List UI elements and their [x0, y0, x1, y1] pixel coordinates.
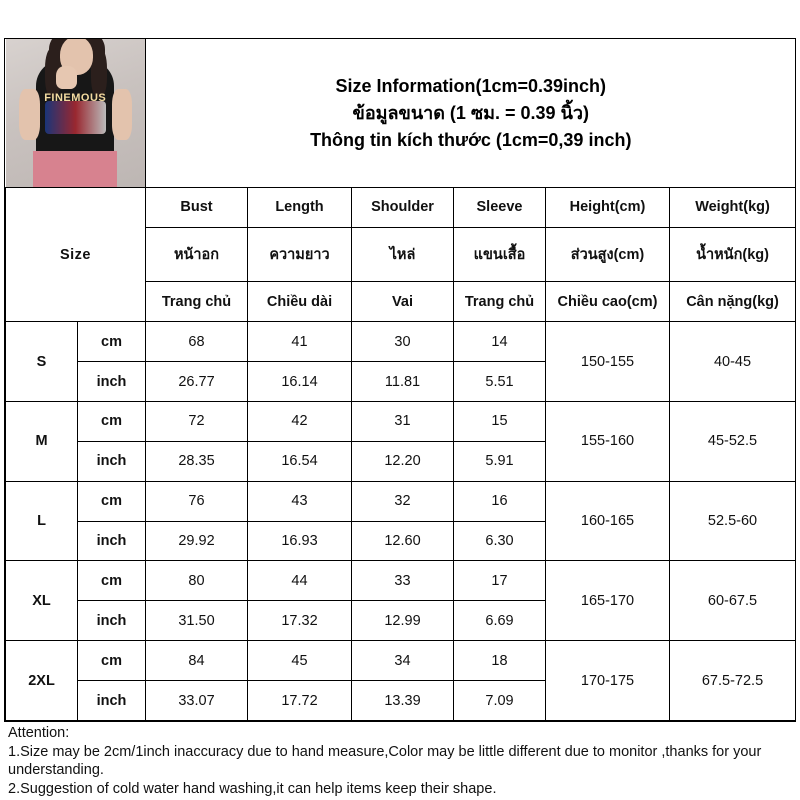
cell-length-inch-m: 16.54 — [248, 441, 352, 481]
cell-bust-cm-l: 76 — [146, 481, 248, 521]
table-row — [6, 561, 796, 601]
cell-shoulder-inch-l: 12.60 — [352, 521, 454, 561]
col-header-shoulder-vi: Vai — [352, 282, 454, 322]
col-header-shoulder-th: ไหล่ — [352, 227, 454, 282]
cell-height-xl: 165-170 — [546, 561, 670, 641]
unit-inch-s: inch — [78, 362, 146, 402]
cell-height-2xl: 170-175 — [546, 641, 670, 721]
column-header-row-en — [6, 188, 796, 228]
attention-section — [4, 722, 796, 798]
unit-inch-m: inch — [78, 441, 146, 481]
col-header-height-en: Height(cm) — [546, 188, 670, 228]
size-column-label: Size — [6, 188, 146, 322]
cell-bust-inch-2xl: 33.07 — [146, 681, 248, 721]
cell-sleeve-inch-m: 5.91 — [454, 441, 546, 481]
cell-bust-inch-s: 26.77 — [146, 362, 248, 402]
cell-shoulder-inch-m: 12.20 — [352, 441, 454, 481]
cell-sleeve-cm-s: 14 — [454, 322, 546, 362]
cell-sleeve-inch-2xl: 7.09 — [454, 681, 546, 721]
cell-weight-s: 40-45 — [670, 322, 796, 402]
col-header-bust-vi: Trang chủ — [146, 282, 248, 322]
cell-shoulder-cm-xl: 33 — [352, 561, 454, 601]
chart-title-vi: Thông tin kích thước (1cm=0,39 inch) — [310, 129, 632, 150]
unit-cm-xl: cm — [78, 561, 146, 601]
cell-shoulder-inch-xl: 12.99 — [352, 601, 454, 641]
cell-height-l: 160-165 — [546, 481, 670, 561]
row-size-l: L — [6, 481, 78, 561]
row-size-xl: XL — [6, 561, 78, 641]
cell-sleeve-inch-l: 6.30 — [454, 521, 546, 561]
table-row — [6, 481, 796, 521]
col-header-length-vi: Chiều dài — [248, 282, 352, 322]
model-skirt — [33, 151, 117, 187]
unit-cm-m: cm — [78, 401, 146, 441]
cell-length-inch-2xl: 17.72 — [248, 681, 352, 721]
cell-weight-m: 45-52.5 — [670, 401, 796, 481]
chart-title-th: ข้อมูลขนาด (1 ซม. = 0.39 นิ้ว) — [352, 102, 589, 123]
attention-note-1: 1.Size may be 2cm/1inch inaccuracy due to hand measure,Color may be little different due to monitor ,thanks for your understanding. — [8, 743, 766, 779]
cell-shoulder-cm-2xl: 34 — [352, 641, 454, 681]
cell-shoulder-cm-l: 32 — [352, 481, 454, 521]
cell-length-cm-2xl: 45 — [248, 641, 352, 681]
col-header-sleeve-en: Sleeve — [454, 188, 546, 228]
row-size-m: M — [6, 401, 78, 481]
col-header-bust-en: Bust — [146, 188, 248, 228]
product-photo — [6, 39, 146, 187]
attention-heading: Attention: — [8, 725, 70, 741]
model-arm-right — [112, 89, 133, 139]
unit-cm-2xl: cm — [78, 641, 146, 681]
cell-length-cm-xl: 44 — [248, 561, 352, 601]
product-photo-cell — [6, 39, 146, 188]
table-row — [6, 641, 796, 681]
cell-shoulder-inch-s: 11.81 — [352, 362, 454, 402]
cell-height-s: 150-155 — [546, 322, 670, 402]
table-row — [6, 322, 796, 362]
cell-length-inch-xl: 17.32 — [248, 601, 352, 641]
size-chart-table-container — [4, 38, 796, 722]
unit-inch-2xl: inch — [78, 681, 146, 721]
chart-title-cell — [146, 39, 796, 188]
cell-weight-2xl: 67.5-72.5 — [670, 641, 796, 721]
cell-bust-cm-m: 72 — [146, 401, 248, 441]
unit-inch-xl: inch — [78, 601, 146, 641]
shirt-graphic — [45, 101, 106, 134]
model-arm-left — [19, 89, 40, 139]
col-header-height-vi: Chiều cao(cm) — [546, 282, 670, 322]
chart-title-en: Size Information(1cm=0.39inch) — [335, 75, 607, 96]
col-header-sleeve-th: แขนเสื้อ — [454, 227, 546, 282]
row-size-s: S — [6, 322, 78, 402]
col-header-weight-en: Weight(kg) — [670, 188, 796, 228]
unit-cm-s: cm — [78, 322, 146, 362]
col-header-length-en: Length — [248, 188, 352, 228]
cell-length-cm-l: 43 — [248, 481, 352, 521]
model-hand — [56, 66, 77, 90]
cell-bust-cm-s: 68 — [146, 322, 248, 362]
cell-sleeve-cm-l: 16 — [454, 481, 546, 521]
cell-sleeve-cm-xl: 17 — [454, 561, 546, 601]
model-hair-right — [91, 48, 108, 98]
col-header-weight-th: น้ำหนัก(kg) — [670, 227, 796, 282]
cell-bust-inch-xl: 31.50 — [146, 601, 248, 641]
col-header-length-th: ความยาว — [248, 227, 352, 282]
cell-sleeve-inch-xl: 6.69 — [454, 601, 546, 641]
col-header-sleeve-vi: Trang chủ — [454, 282, 546, 322]
cell-sleeve-cm-2xl: 18 — [454, 641, 546, 681]
row-size-2xl: 2XL — [6, 641, 78, 721]
cell-length-cm-s: 41 — [248, 322, 352, 362]
col-header-shoulder-en: Shoulder — [352, 188, 454, 228]
attention-note-2: 2.Suggestion of cold water hand washing,it can help items keep their shape. — [8, 780, 497, 797]
cell-weight-xl: 60-67.5 — [670, 561, 796, 641]
cell-length-inch-s: 16.14 — [248, 362, 352, 402]
cell-bust-cm-2xl: 84 — [146, 641, 248, 681]
header-title-row — [6, 39, 796, 188]
cell-length-cm-m: 42 — [248, 401, 352, 441]
table-row — [6, 401, 796, 441]
cell-sleeve-cm-m: 15 — [454, 401, 546, 441]
cell-bust-cm-xl: 80 — [146, 561, 248, 601]
col-header-weight-vi: Cân nặng(kg) — [670, 282, 796, 322]
cell-height-m: 155-160 — [546, 401, 670, 481]
size-chart-table — [5, 39, 796, 721]
unit-cm-l: cm — [78, 481, 146, 521]
cell-bust-inch-m: 28.35 — [146, 441, 248, 481]
cell-shoulder-cm-s: 30 — [352, 322, 454, 362]
col-header-height-th: ส่วนสูง(cm) — [546, 227, 670, 282]
shirt-graphic-text: FINEMOUS — [44, 92, 107, 105]
cell-weight-l: 52.5-60 — [670, 481, 796, 561]
cell-length-inch-l: 16.93 — [248, 521, 352, 561]
unit-inch-l: inch — [78, 521, 146, 561]
cell-sleeve-inch-s: 5.51 — [454, 362, 546, 402]
col-header-bust-th: หน้าอก — [146, 227, 248, 282]
cell-shoulder-inch-2xl: 13.39 — [352, 681, 454, 721]
cell-bust-inch-l: 29.92 — [146, 521, 248, 561]
cell-shoulder-cm-m: 31 — [352, 401, 454, 441]
